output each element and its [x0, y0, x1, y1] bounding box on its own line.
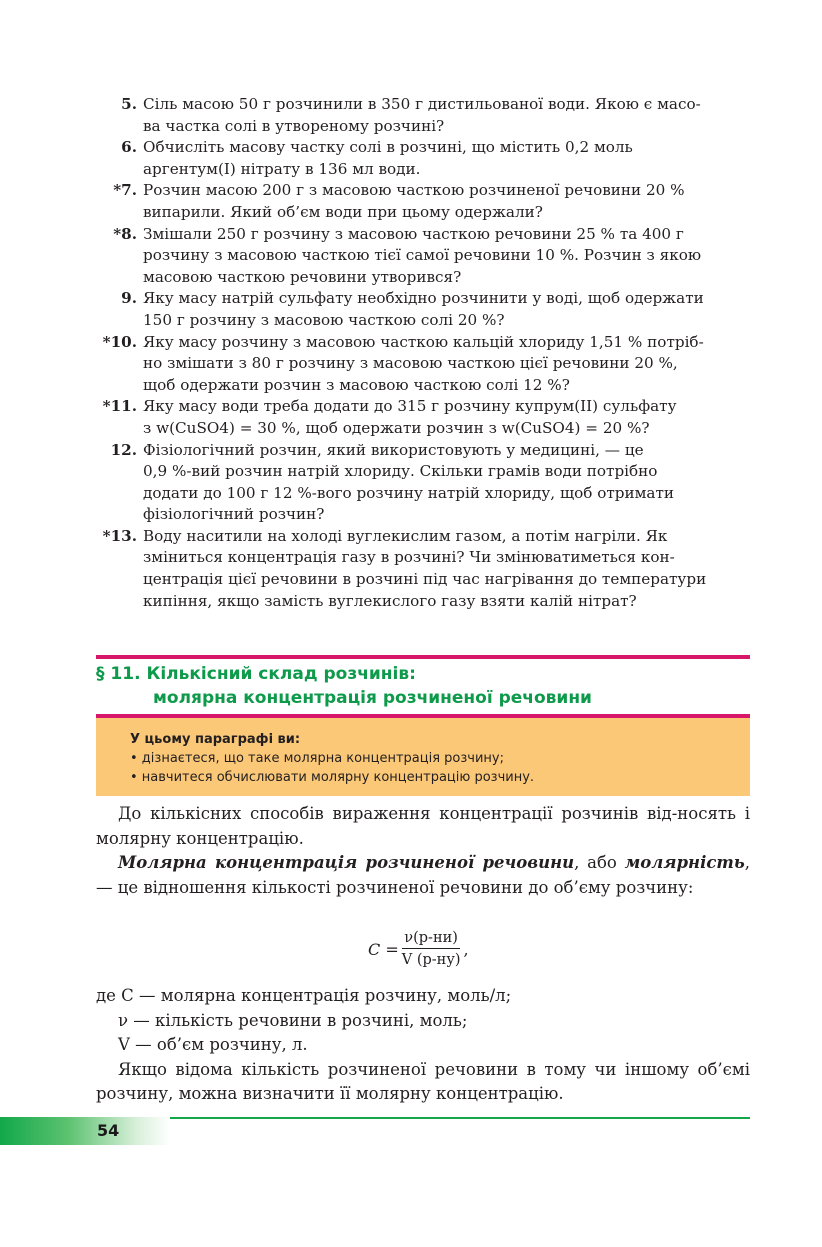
- exercise-text: [137, 332, 750, 397]
- section-title-line1: § 11. Кількісний склад розчинів:: [96, 664, 416, 684]
- exercise-line: Яку масу розчину з масовою часткою кальцій хлориду 1,51 % потріб-: [143, 332, 704, 351]
- exercise-line: 150 г розчину з масовою часткою солі 20 %?: [143, 310, 505, 329]
- exercise-item: [96, 224, 750, 289]
- exercise-line: випарили. Який об’єм води при цьому одержали?: [143, 202, 543, 221]
- footer-gradient-bar: [0, 1117, 170, 1145]
- exercise-line: з w(CuSO4) = 30 %, щоб одержати розчин з w(CuSO4) = 20 %?: [143, 418, 650, 437]
- exercise-item: [96, 94, 750, 137]
- exercise-line: зміниться концентрація газу в розчині? Чи змінюватиметься кон-: [143, 548, 675, 567]
- exercise-line: Фізіологічний розчин, який використовують у медицині, — це: [143, 440, 644, 459]
- exercise-line: аргентум(I) нітрату в 136 мл води.: [143, 159, 421, 178]
- definition-line: ν — кількість речовини в розчині, моль;: [118, 1010, 468, 1030]
- exercise-line: Розчин масою 200 г з масовою часткою розчиненої речовини 20 %: [143, 181, 685, 200]
- exercise-line: масовою часткою речовини утворився?: [143, 267, 462, 286]
- exercise-line: Яку масу води треба додати до 315 г розчину купрум(II) сульфату: [143, 397, 677, 416]
- exercise-number: 9.: [121, 289, 137, 308]
- exercise-text: [137, 137, 750, 180]
- exercise-line: Обчисліть масову частку солі в розчині, що містить 0,2 моль: [143, 138, 633, 157]
- text-fragment: , — це відношення кількості розчиненої речовини до об’єму розчину:: [96, 853, 750, 897]
- exercise-number: *7.: [113, 181, 137, 200]
- exercise-item: [96, 288, 750, 331]
- exercise-item: [96, 526, 750, 612]
- section-title: [96, 662, 750, 710]
- exercise-line: щоб одержати розчин з масовою часткою солі 12 %?: [143, 375, 570, 394]
- term: молярність: [624, 853, 745, 872]
- exercise-text: [137, 94, 750, 137]
- exercise-text: [137, 288, 750, 331]
- exercise-text: [137, 180, 750, 223]
- exercise-item: [96, 440, 750, 526]
- body-paragraph: До кількісних способів вираження концентрації розчинів від-носять і молярну концентрацію.: [96, 804, 750, 848]
- exercise-list: [96, 94, 750, 612]
- exercise-line: Сіль масою 50 г розчинили в 350 г дистильованої води. Якою є масо-: [143, 95, 701, 113]
- exercise-line: кипіння, якщо замість вуглекислого газу взяти калій нітрат?: [143, 591, 637, 610]
- exercise-line: додати до 100 г 12 %-вого розчину натрій хлориду, щоб отримати: [143, 483, 674, 502]
- goal-item: • дізнаєтеся, що таке молярна концентрація розчину;: [130, 751, 504, 766]
- section-top-rule: [96, 655, 750, 659]
- exercise-number: *11.: [102, 397, 137, 416]
- formula-denominator: V (р-ну): [401, 952, 461, 968]
- section-body: [96, 802, 750, 900]
- term: Молярна концентрація розчиненої речовини: [118, 853, 575, 872]
- formula-definitions: [96, 984, 750, 1107]
- footer-rule: [96, 1117, 750, 1119]
- formula-comma: ,: [463, 939, 469, 959]
- body-paragraph: Якщо відома кількість розчиненої речовини в тому чи іншому об’ємі розчину, можна визначити її молярну концентрацію.: [96, 1059, 750, 1103]
- exercise-number: *8.: [113, 224, 137, 243]
- paragraph-goals-box: [96, 718, 750, 796]
- exercise-text: [137, 526, 750, 612]
- formula-numerator: ν(р-ни): [402, 930, 460, 949]
- definition-line: V — об’єм розчину, л.: [118, 1035, 308, 1054]
- exercise-item: [96, 180, 750, 223]
- exercise-line: Змішали 250 г розчину з масовою часткою речовини 25 % та 400 г: [143, 224, 684, 243]
- exercise-line: Воду наситили на холоді вуглекислим газом, а потім нагріли. Як: [143, 526, 668, 545]
- exercise-number: *10.: [102, 332, 137, 351]
- exercise-line: розчину з масовою часткою тієї самої речовини 10 %. Розчин з якою: [143, 246, 702, 265]
- exercise-number: 5.: [121, 95, 137, 113]
- exercise-text: [137, 440, 750, 526]
- exercise-item: [96, 332, 750, 397]
- section-title-line2: молярна концентрація розчиненої речовини: [153, 688, 592, 708]
- exercise-item: [96, 137, 750, 180]
- exercise-line: центрація цієї речовини в розчині під час нагрівання до температури: [143, 570, 707, 589]
- exercise-line: фізіологічний розчин?: [143, 505, 325, 524]
- goals-heading: У цьому параграфі ви:: [130, 732, 301, 747]
- formula-lhs: C =: [368, 939, 399, 959]
- molarity-formula: [368, 930, 469, 968]
- formula-fraction: [402, 930, 461, 968]
- text-fragment: , або: [574, 853, 625, 872]
- exercise-text: [137, 396, 750, 439]
- exercise-line: 0,9 %-вий розчин натрій хлориду. Скільки грамів води потрібно: [143, 462, 658, 481]
- exercise-line: ва частка солі в утвореному розчині?: [143, 116, 445, 135]
- exercise-number: 6.: [121, 138, 137, 157]
- exercise-text: [137, 224, 750, 289]
- definition-paragraph: [96, 851, 750, 900]
- page-number: 54: [97, 1121, 120, 1140]
- exercise-number: *13.: [102, 526, 137, 545]
- definition-line: де C — молярна концентрація розчину, моль/л;: [96, 986, 512, 1005]
- exercise-item: [96, 396, 750, 439]
- goal-item: • навчитеся обчислювати молярну концентрацію розчину.: [130, 770, 535, 785]
- exercise-line: Яку масу натрій сульфату необхідно розчинити у воді, щоб одержати: [143, 289, 704, 308]
- exercise-line: но змішати з 80 г розчину з масовою часткою цієї речовини 20 %,: [143, 354, 678, 373]
- exercise-number: 12.: [110, 440, 137, 459]
